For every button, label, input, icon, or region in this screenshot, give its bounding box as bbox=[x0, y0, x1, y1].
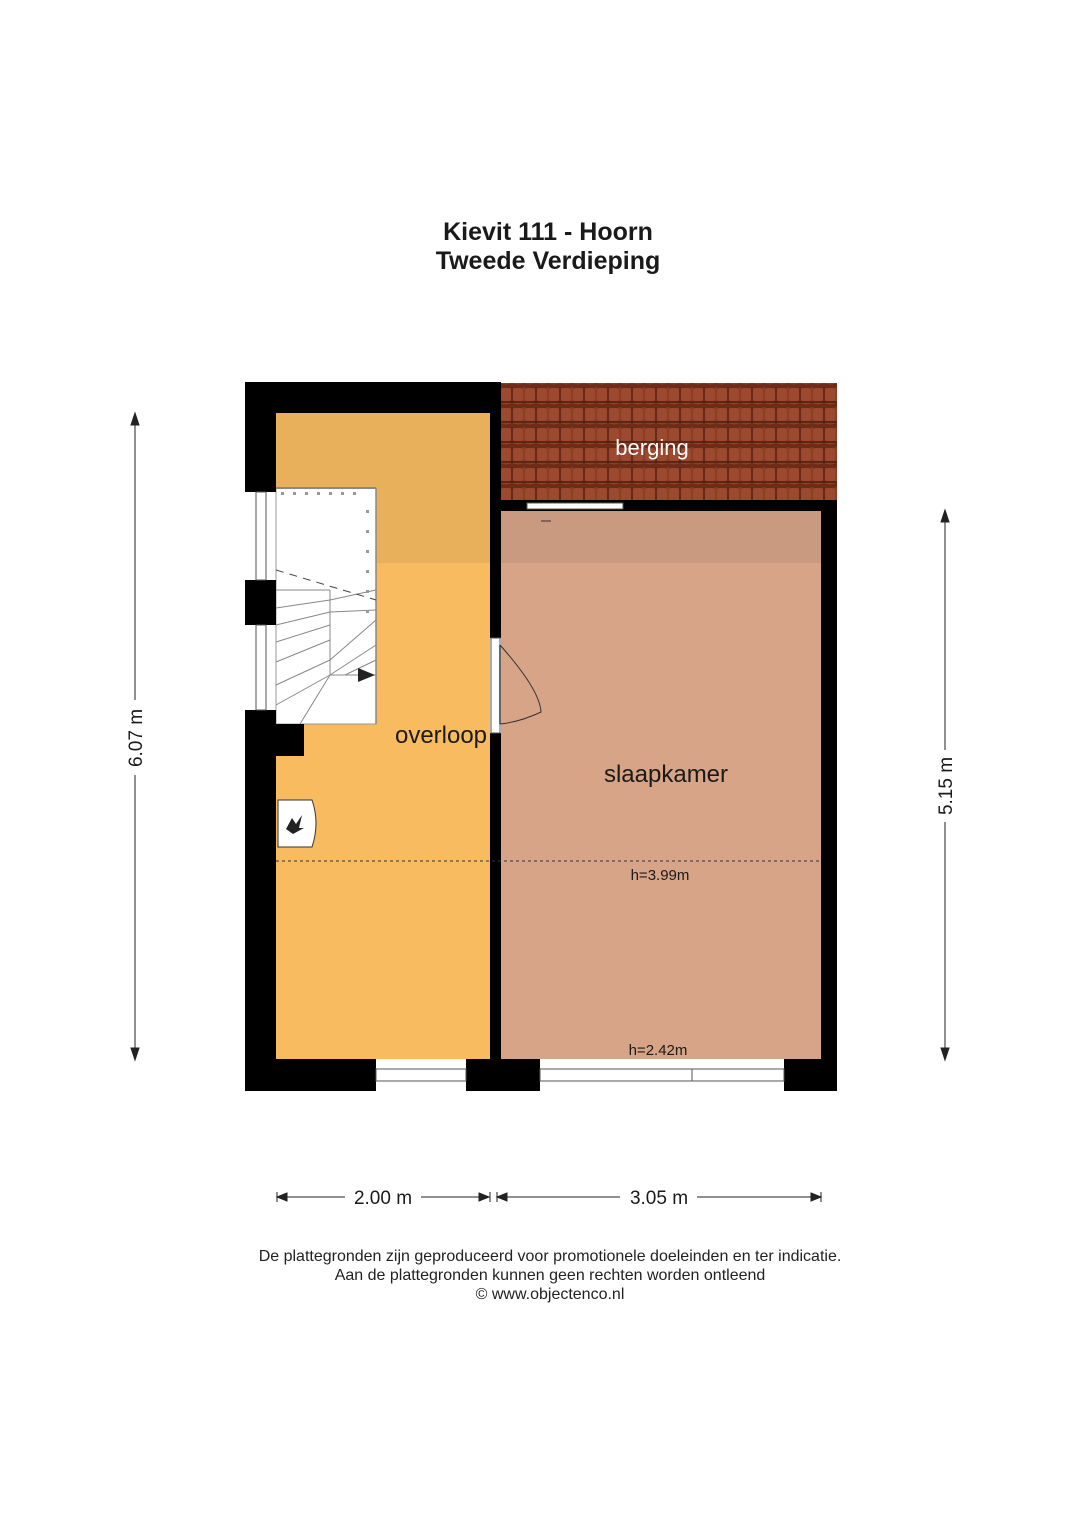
dim-right-label: 5.15 m bbox=[936, 756, 957, 816]
plan-subtitle: Tweede Verdieping bbox=[435, 247, 661, 275]
dim-left-label: 6.07 m bbox=[126, 708, 147, 768]
dim-bottom-right-label: 3.05 m bbox=[629, 1188, 689, 1209]
label-height-1: h=3.99m bbox=[630, 867, 690, 884]
label-slaapkamer: slaapkamer bbox=[603, 761, 729, 788]
label-berging: berging bbox=[615, 435, 689, 460]
dim-bottom-left-label: 2.00 m bbox=[353, 1188, 413, 1209]
label-height-2: h=2.42m bbox=[628, 1042, 688, 1059]
boiler-icon bbox=[278, 800, 316, 847]
plan-title: Kievit 111 - Hoorn bbox=[443, 218, 653, 246]
label-overloop: overloop bbox=[394, 722, 488, 749]
staircase bbox=[276, 488, 376, 724]
disclaimer-line-1: De plattegronden zijn geproduceerd voor promotionele doeleinden en ter indicatie. bbox=[258, 1248, 842, 1265]
disclaimer-line-2: Aan de plattegronden kunnen geen rechten worden ontleend bbox=[334, 1267, 766, 1284]
copyright-link[interactable]: © www.objectenco.nl bbox=[475, 1286, 625, 1303]
